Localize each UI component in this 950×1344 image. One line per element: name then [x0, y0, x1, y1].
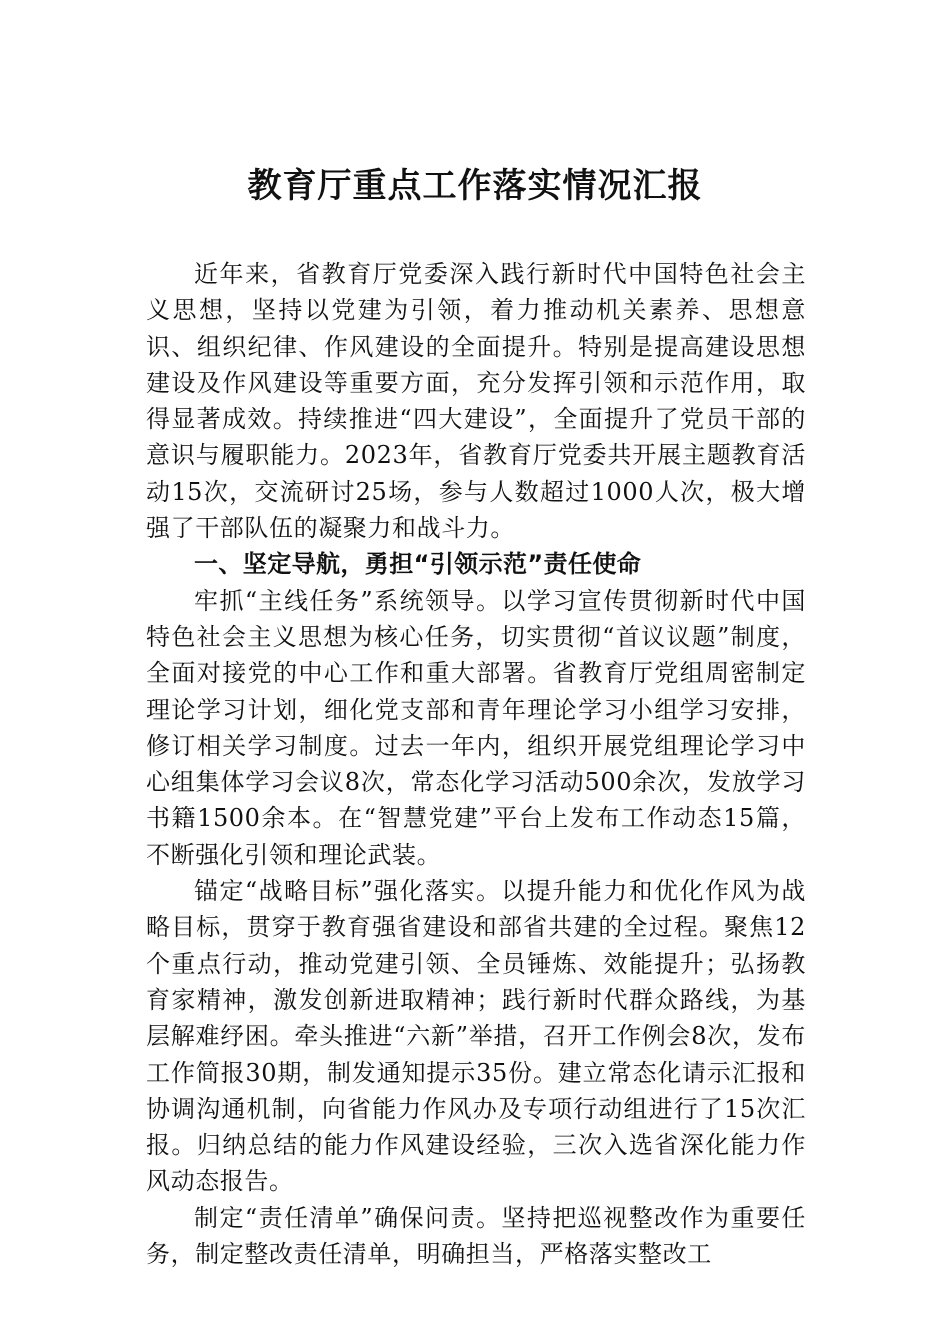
- section-heading: 一、坚定导航，勇担“引领示范”责任使命: [194, 550, 642, 579]
- paragraph-responsibility-list: 制定“责任清单”确保问责。坚持把巡视整改作为重要任务，制定整改责任清单，明确担当，严格落实整改工: [146, 1203, 806, 1269]
- paragraph-strategic-goal: 锚定“战略目标”强化落实。以提升能力和优化作风为战略目标，贯穿于教育强省建设和部省共建的全过程。聚焦12个重点行动，推动党建引领、全员锤炼、效能提升；弘扬教育家精神，激发创新进取精神；践行新时代群众路线，为基层解难纾困。牵头推进“六新”举措，召开工作例会8次，发布工作简报30期，制发通知提示35份。建立常态化请示汇报和协调沟通机制，向省能力作风办及专项行动组进行了15次汇报。归纳总结的能力作风建设经验，三次入选省深化能力作风动态报告。: [146, 877, 806, 1196]
- document-title: 教育厅重点工作落实情况汇报: [247, 166, 703, 206]
- document-body: [146, 256, 806, 1272]
- intro-paragraph: 近年来，省教育厅党委深入践行新时代中国特色社会主义思想，坚持以党建为引领，着力推动机关素养、思想意识、组织纪律、作风建设的全面提升。特别是提高建设思想建设及作风建设等重要方面，充分发挥引领和示范作用，取得显著成效。持续推进“四大建设”，全面提升了党员干部的意识与履职能力。2023年，省教育厅党委共开展主题教育活动15次，交流研讨25场，参与人数超过1000人次，极大增强了干部队伍的凝聚力和战斗力。: [146, 260, 806, 543]
- paragraph-main-task: 牢抓“主线任务”系统领导。以学习宣传贯彻新时代中国特色社会主义思想为核心任务，切实贯彻“首议议题”制度，全面对接党的中心工作和重大部署。省教育厅党组周密制定理论学习计划，细化党支部和青年理论学习小组学习安排，修订相关学习制度。过去一年内，组织开展党组理论学习中心组集体学习会议8次，常态化学习活动500余次，发放学习书籍1500余本。在“智慧党建”平台上发布工作动态15篇，不断强化引领和理论武装。: [146, 586, 806, 869]
